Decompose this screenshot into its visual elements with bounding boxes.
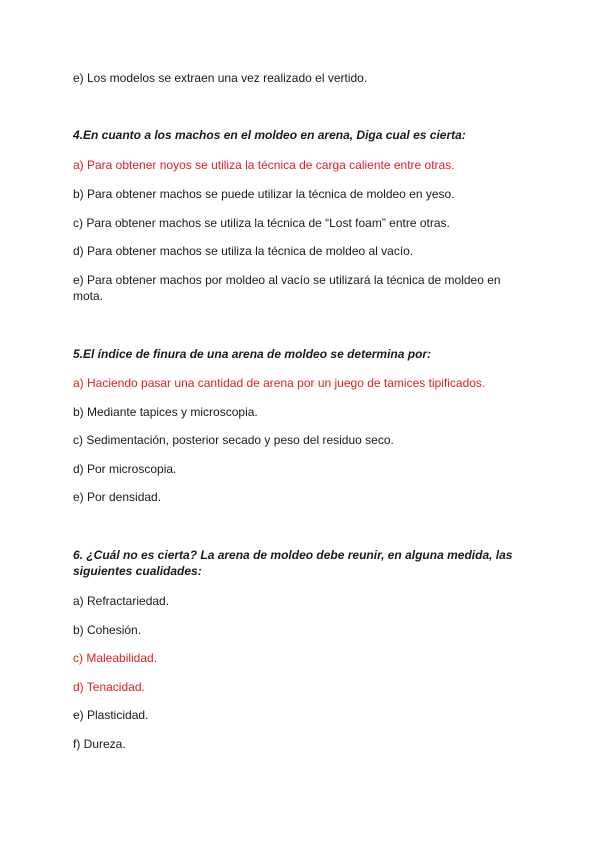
prev-option-e: e) Los modelos se extraen una vez realizado el vertido.: [73, 71, 368, 85]
question-6-title: 6. ¿Cuál no es cierta? La arena de moldeo debe reunir, en alguna medida, las siguientes cualidades:: [73, 548, 513, 578]
q6-option-a: a) Refractariedad.: [73, 594, 170, 608]
q6-option-f: f) Dureza.: [73, 737, 126, 751]
q6-option-c-correct: c) Maleabilidad.: [73, 651, 158, 665]
q4-option-a-correct: a) Para obtener noyos se utiliza la técnica de carga caliente entre otras.: [73, 158, 455, 172]
q6-option-e: e) Plasticidad.: [73, 708, 149, 722]
question-4-title: 4.En cuanto a los machos en el moldeo en arena, Diga cual es cierta:: [73, 128, 466, 142]
q6-option-b: b) Cohesión.: [73, 623, 142, 637]
q4-option-d: d) Para obtener machos se utiliza la técnica de moldeo al vacío.: [73, 244, 414, 258]
q5-option-b: b) Mediante tapices y microscopia.: [73, 405, 258, 419]
q5-option-a-correct: a) Haciendo pasar una cantidad de arena por un juego de tamices tipificados.: [73, 376, 486, 390]
q5-option-d: d) Por microscopia.: [73, 462, 177, 476]
question-5-title: 5.El índice de finura de una arena de moldeo se determina por:: [73, 347, 432, 361]
q4-option-b: b) Para obtener machos se puede utilizar la técnica de moldeo en yeso.: [73, 187, 455, 201]
q4-option-c: c) Para obtener machos se utiliza la técnica de “Lost foam” entre otras.: [73, 216, 450, 230]
q6-option-d-correct: d) Tenacidad.: [73, 680, 145, 694]
q5-option-c: c) Sedimentación, posterior secado y peso del residuo seco.: [73, 433, 394, 447]
q4-option-e: e) Para obtener machos por moldeo al vacío se utilizará la técnica de moldeo en mota.: [73, 273, 501, 303]
q5-option-e: e) Por densidad.: [73, 490, 162, 504]
